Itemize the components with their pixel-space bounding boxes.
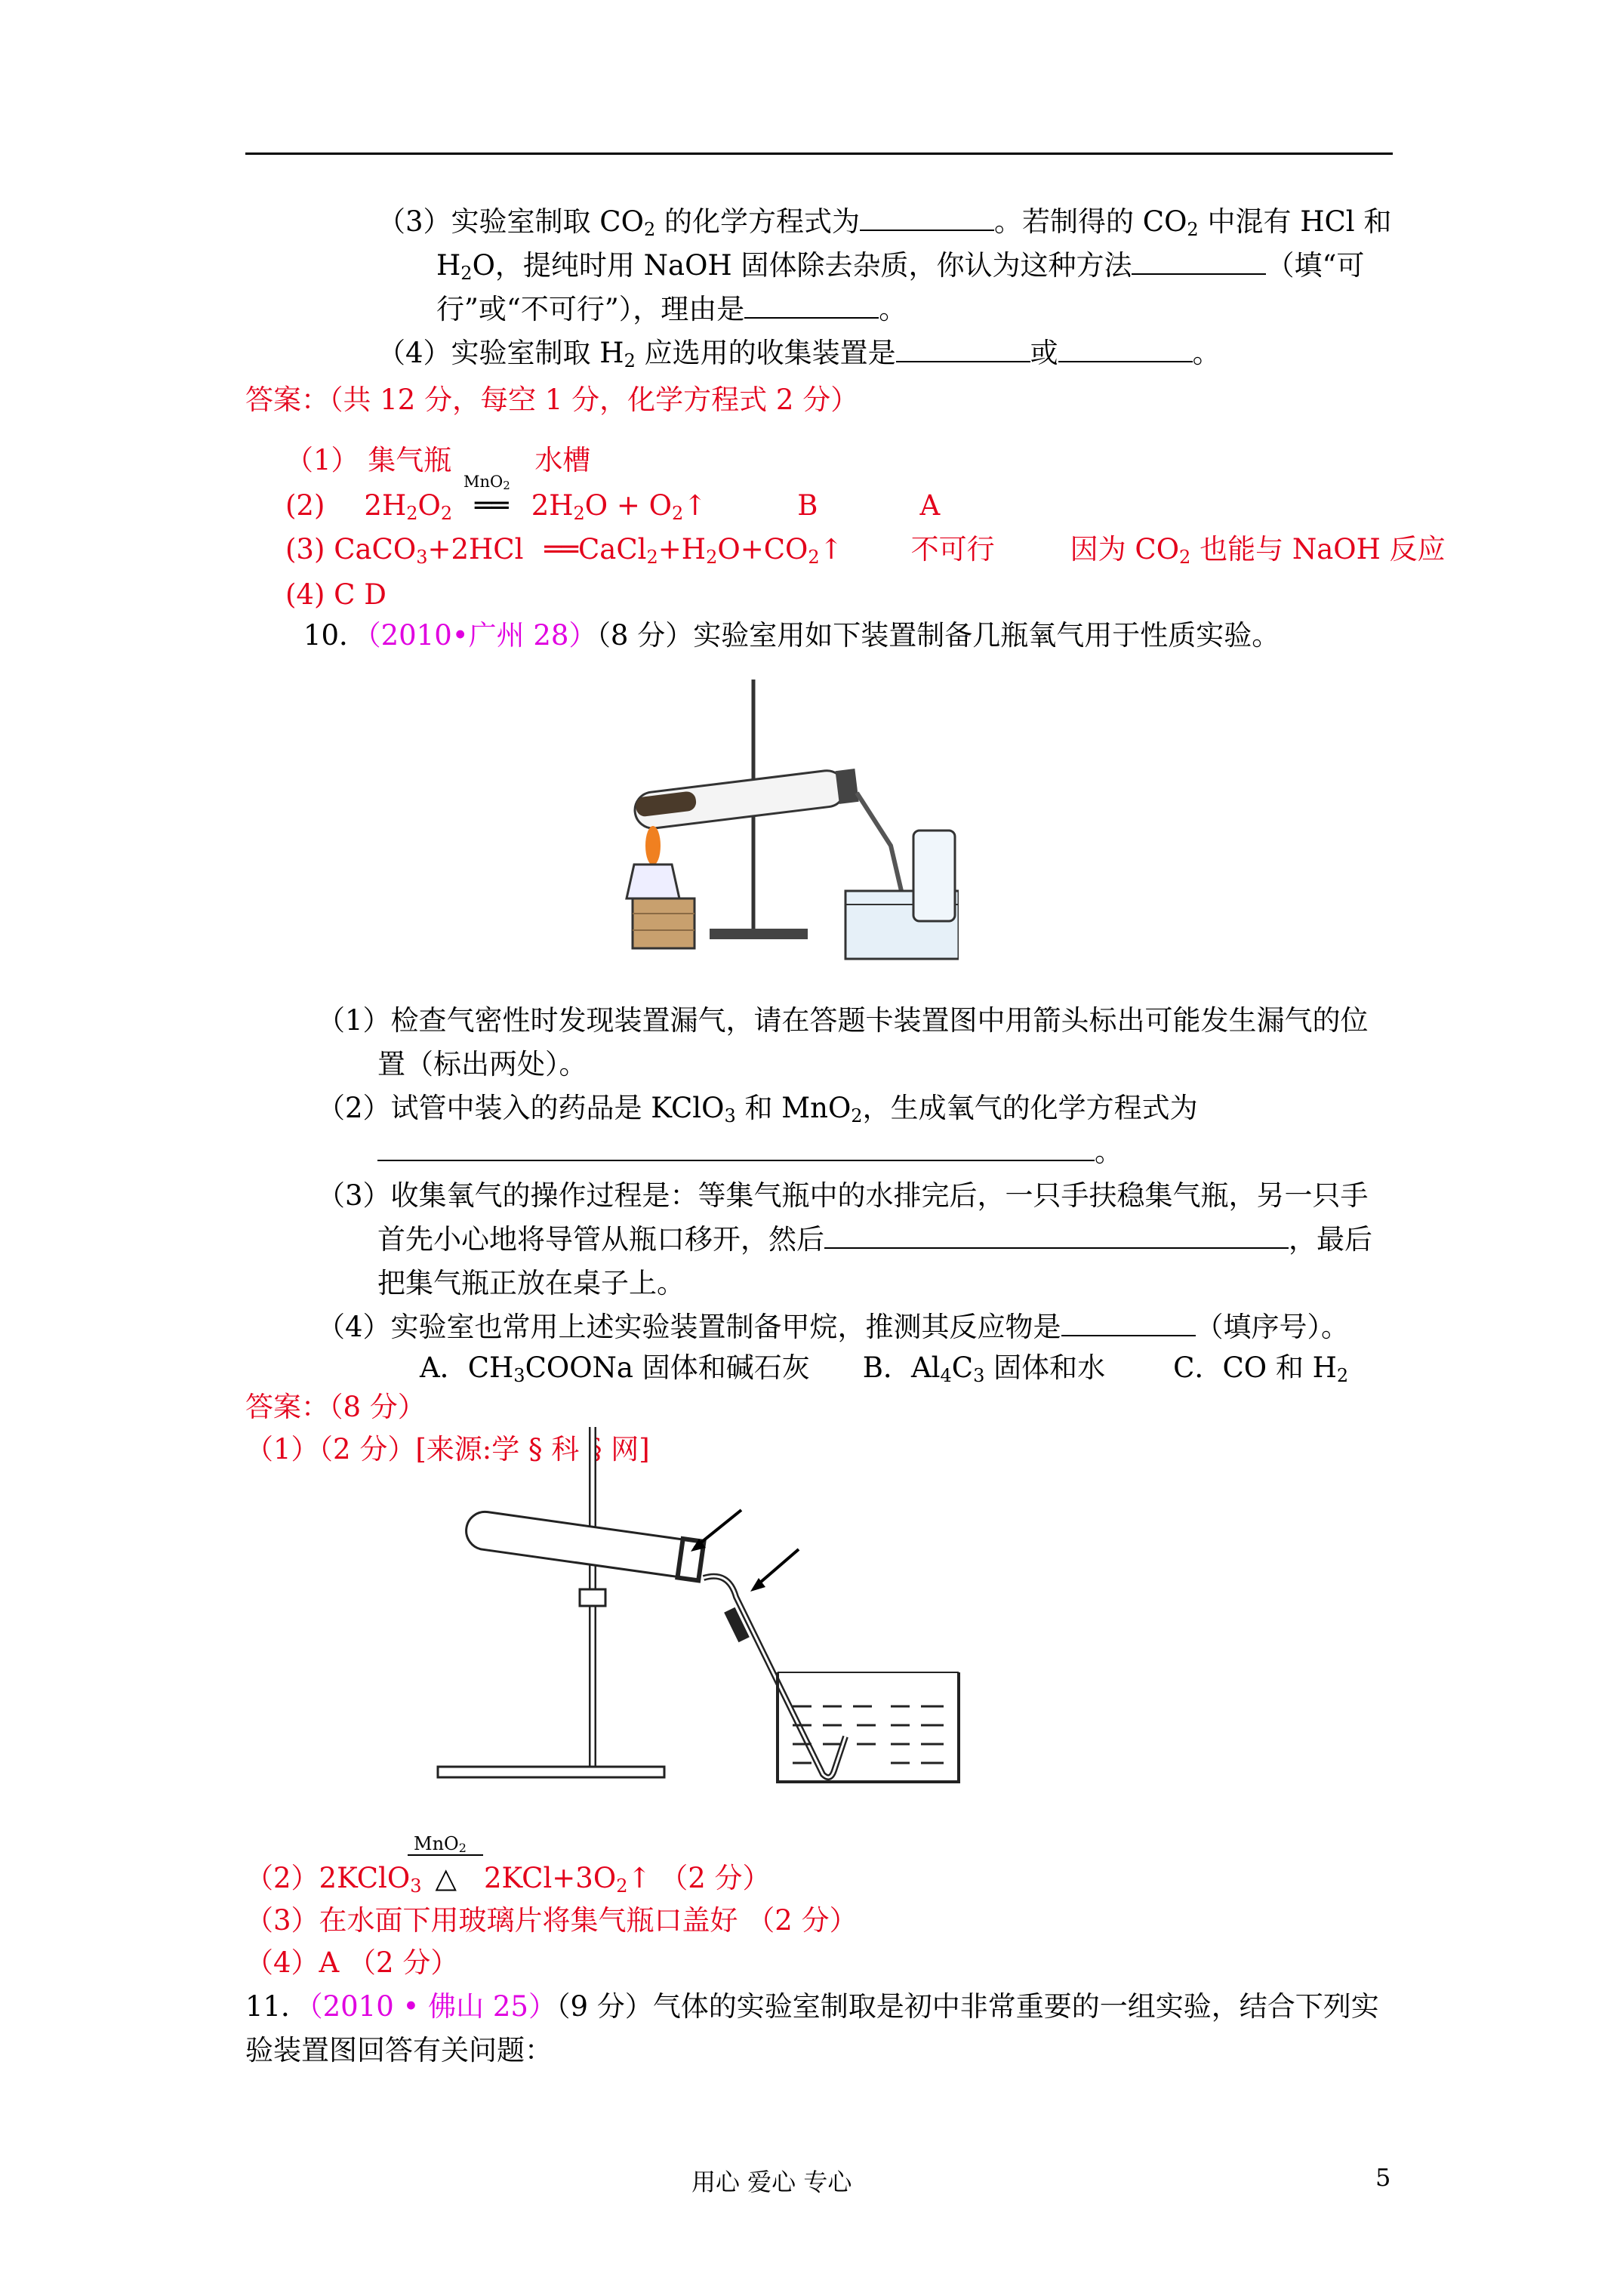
q10-part3-line1: （3）收集氧气的操作过程是：等集气瓶中的水排完后，一只手扶稳集气瓶，另一只手 <box>317 1179 1369 1212</box>
q10-part3-line3: 把集气瓶正放在桌子上。 <box>377 1267 685 1299</box>
option-c: C．CO 和 H <box>1173 1351 1337 1384</box>
q10-options: A．$CH_3COONa$ 固体和碱石灰 B．$Al_4C_3$ 固体和水 C．CO 和 $H_2$ <box>420 1351 1349 1386</box>
equals-sign: ══ <box>475 489 509 522</box>
option-a: A．CH <box>420 1351 514 1384</box>
footer-motto: 用心 爱心 专心 <box>691 2168 852 2196</box>
answer10-apparatus-figure <box>430 1427 974 1789</box>
answer9-header: 答案：（共 12 分，每空 1 分，化学方程式 2 分） <box>245 384 859 416</box>
q10-part1-line2: 置（标出两处）。 <box>377 1048 587 1080</box>
answer9-part2: (2) $2H_2O_2$ ══ $2H_2O$ + $O_2↑$ B A <box>285 489 941 524</box>
q11-stem-line2: 验装置图回答有关问题： <box>245 2034 553 2066</box>
answer10-condition-bar <box>408 1854 483 1856</box>
answer10-header: 答案：（8 分） <box>245 1391 426 1423</box>
answer10-catalyst-label: MnO$_2$ <box>414 1833 467 1855</box>
answer9-part1: （1） 集气瓶 水槽 <box>285 444 591 476</box>
header-rule <box>245 153 1393 155</box>
q10-apparatus-figure <box>619 664 959 974</box>
q10-stem: 10．（2010•广州 28）（8 分）实验室用如下装置制备几瓶氧气用于性质实验。 <box>303 619 1280 652</box>
q10-part4: （4）实验室也常用上述实验装置制备甲烷，推测其反应物是 （填序号）。 <box>317 1311 1350 1343</box>
q10-part3-line2: 首先小心地将导管从瓶口移开，然后 ，最后 <box>377 1223 1372 1256</box>
q9-part3-line2: $H_2O$，提纯时用 NaOH 固体除去杂质，你认为这种方法 （填“可 <box>436 249 1365 284</box>
option-b: B．Al <box>862 1351 941 1384</box>
answer9-part3: (3) CaCO$_3$+2HCl $══CaCl_2+H_2O+CO_2↑$ 不可行 因为 $CO_2$ 也能与 NaOH 反应 <box>285 533 1446 568</box>
page-number: 5 <box>1375 2163 1391 2192</box>
q10-part2-line1: （2）试管中装入的药品是 KClO$_3$ 和 MnO$_2$，生成氧气的化学方程式为 <box>317 1092 1198 1126</box>
q9-part3-line3: 行”或“不可行”），理由是 。 <box>436 293 907 325</box>
q10-part2-line2: 。 <box>377 1136 1123 1169</box>
heat-triangle: △ <box>435 1862 457 1894</box>
q9-part3-line1: （3）实验室制取 $CO_2$ 的化学方程式为 。若制得的 $CO_2$ 中混有 HCl 和 <box>377 205 1392 240</box>
answer10-part3: （3）在水面下用玻璃片将集气瓶口盖好 （2 分） <box>245 1904 858 1937</box>
answer9-catalyst-label: MnO$_2$ <box>463 473 510 492</box>
q11-stem-line1: 11．（2010 • 佛山 25）（9 分）气体的实验室制取是初中非常重要的一组实验，结合下列实 <box>245 1990 1379 2023</box>
q10-part1-line1: （1）检查气密性时发现装置漏气，请在答题卡装置图中用箭头标出可能发生漏气的位 <box>317 1004 1369 1037</box>
answer10-part1: （1）（2 分）[来源:学 § 科 § 网] <box>245 1433 650 1465</box>
q9-part4: （4）实验室制取 $H_2$ 应选用的收集装置是 或 。 <box>377 337 1221 371</box>
answer9-part4: (4) C D <box>285 578 387 611</box>
answer10-part2: （2）2KClO$_3$ △ $2KCl+3O_2↑$ （2 分） <box>245 1862 771 1897</box>
answer10-part4: （4）A （2 分） <box>245 1946 459 1979</box>
